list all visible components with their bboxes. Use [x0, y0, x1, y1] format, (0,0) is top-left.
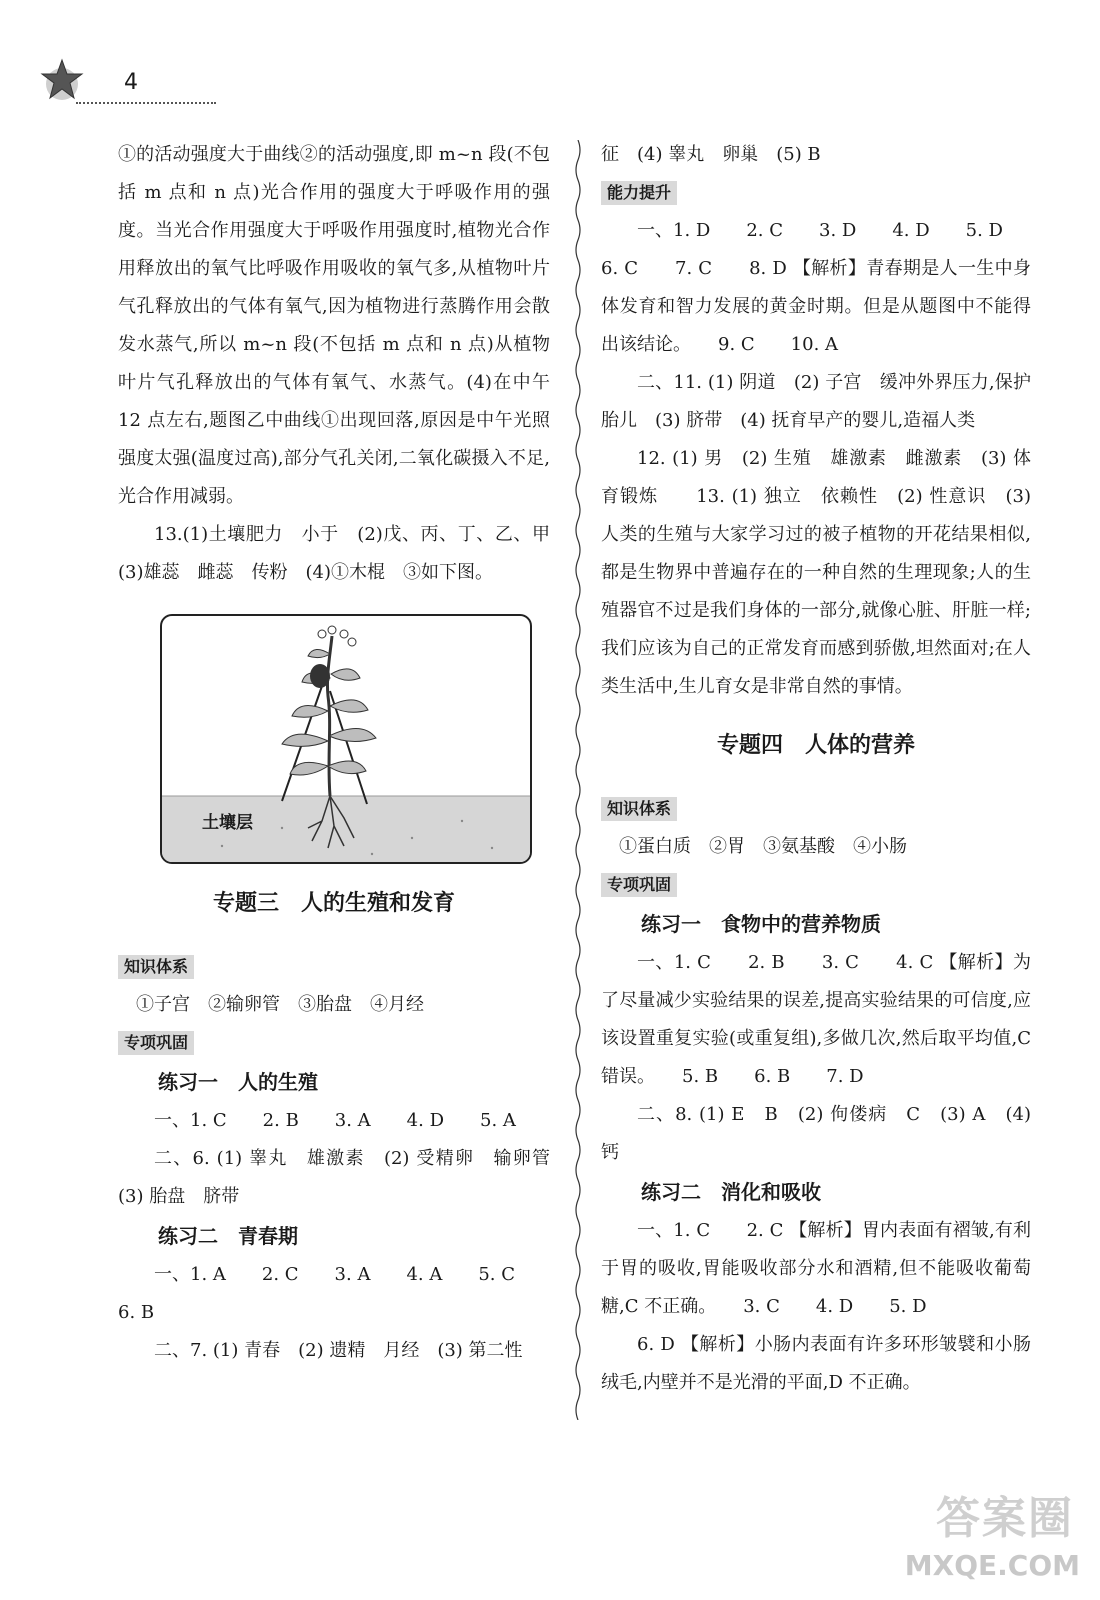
header-rule — [76, 102, 216, 104]
answer-paragraph: 13.(1)土壤肥力 小于 (2)戊、丙、丁、乙、甲 (3)雄蕊 雌蕊 传粉 (4)①木棍 ③如下图。 — [118, 524, 568, 583]
answer-paragraph: 二、11. (1) 阴道 (2) 子宫 缓冲外界压力,保护胎儿 (3) 脐带 (4) 抚育早产的婴儿,造福人类 — [601, 372, 1031, 431]
answer-paragraph: ①的活动强度大于曲线②的活动强度,即 m~n 段(不包括 m 点和 n 点)光合作用的强度大于呼吸作用的强度。当光合作用强度大于呼吸作用强度时,植物光合作用释放出的氧气比呼吸作用吸收的氧气多,从植物叶片气孔释放出的气体有氧气,因为植物进行蒸腾作用会散发水蒸气,所以 m~n 段(不包括 m 点和 n 点)从植物叶片气孔释放出的气体有氧气、水蒸气。(4)在中午 12 点左右,题图乙中曲线①出现回落,原因是中午光照强度太强(温度过高),部分气孔关闭,二氧化碳摄入不足,光合作用减弱。 — [118, 144, 550, 507]
answer-line: 一、1. D 2. C 3. D 4. D 5. D — [637, 220, 1003, 241]
exercise-title: 练习二 青春期 — [158, 1224, 298, 1248]
answer-line: 一、1. A 2. C 3. A 4. A 5. C — [154, 1264, 516, 1285]
exercise-title: 练习一 人的生殖 — [158, 1070, 318, 1094]
answer-line: 征 (4) 睾丸 卵巢 (5) B — [601, 144, 821, 165]
right-column — [601, 136, 1037, 1402]
answer-line: 二、8. (1) E B (2) 佝偻病 C (3) A (4) 钙 — [601, 1104, 1037, 1163]
answer-paragraph: 12. (1) 男 (2) 生殖 雄激素 雌激素 (3) 体育锻炼 13. (1) 独立 依赖性 (2) 性意识 (3) 人类的生殖与大家学习过的被子植物的开花结果相似,都是生物界中普遍存在的一种自然的生理现象;人的生殖器官不过是我们身体的一部分,就像心脏、肝脏一样;我们应该为自己的正常发育而感到骄傲,坦然面对;在人类生活中,生儿育女是非常自然的事情。 — [601, 448, 1037, 697]
section-tag: 知识体系 — [601, 797, 677, 821]
star-icon — [40, 58, 84, 102]
site-watermark — [870, 1482, 1080, 1582]
column-divider — [573, 140, 583, 1420]
answer-paragraph: 6. D 【解析】小肠内表面有许多环形皱襞和小肠绒毛,内壁并不是光滑的平面,D 不正确。 — [601, 1334, 1031, 1393]
watermark-url: MXQE.COM — [904, 1549, 1080, 1582]
topic-title: 专题三 人的生殖和发育 — [212, 891, 455, 916]
section-tag: 专项巩固 — [601, 873, 677, 897]
knowledge-line: ①子宫 ②输卵管 ③胎盘 ④月经 — [136, 994, 424, 1015]
section-tag: 知识体系 — [118, 955, 194, 979]
exercise-title: 练习一 食物中的营养物质 — [641, 912, 881, 936]
topic-title: 专题四 人体的营养 — [716, 733, 915, 758]
knowledge-line: ①蛋白质 ②胃 ③氨基酸 ④小肠 — [619, 836, 907, 857]
answer-line: 6. B — [118, 1302, 155, 1323]
answer-line: 一、1. C 2. B 3. A 4. D 5. A — [154, 1110, 516, 1131]
section-tag: 能力提升 — [601, 181, 677, 205]
exercise-title: 练习二 消化和吸收 — [641, 1180, 821, 1204]
answer-line: 二、7. (1) 青春 (2) 遗精 月经 (3) 第二性 — [154, 1340, 523, 1361]
soil-layer-label: 土壤层 — [202, 813, 253, 833]
answer-paragraph: 一、1. C 2. C 【解析】胃内表面有褶皱,有利于胃的吸收,胃能吸收部分水和酒精,但不能吸收葡萄糖,C 不正确。 3. C 4. D 5. D — [601, 1220, 1031, 1317]
watermark-logo-text: 答案圈 — [936, 1493, 1074, 1544]
answer-line: 二、6. (1) 睾丸 雄激素 (2) 受精卵 输卵管 (3) 胎盘 脐带 — [118, 1148, 568, 1207]
section-tag: 专项巩固 — [118, 1031, 194, 1055]
left-column — [118, 136, 568, 1370]
answer-paragraph: 一、1. C 2. B 3. C 4. C 【解析】为了尽量减少实验结果的误差,提高实验结果的可信度,应该设置重复实验(或重复组),多做几次,然后取平均值,C 错误。 5. B 6. B 7. D — [601, 952, 1037, 1087]
answer-paragraph: 6. C 7. C 8. D 【解析】青春期是人一生中身体发育和智力发展的黄金时期。但是从题图中不能得出该结论。 9. C 10. A — [601, 258, 1031, 355]
page-header — [40, 58, 180, 108]
page-number: 4 — [124, 70, 138, 95]
plant-figure — [160, 614, 532, 864]
